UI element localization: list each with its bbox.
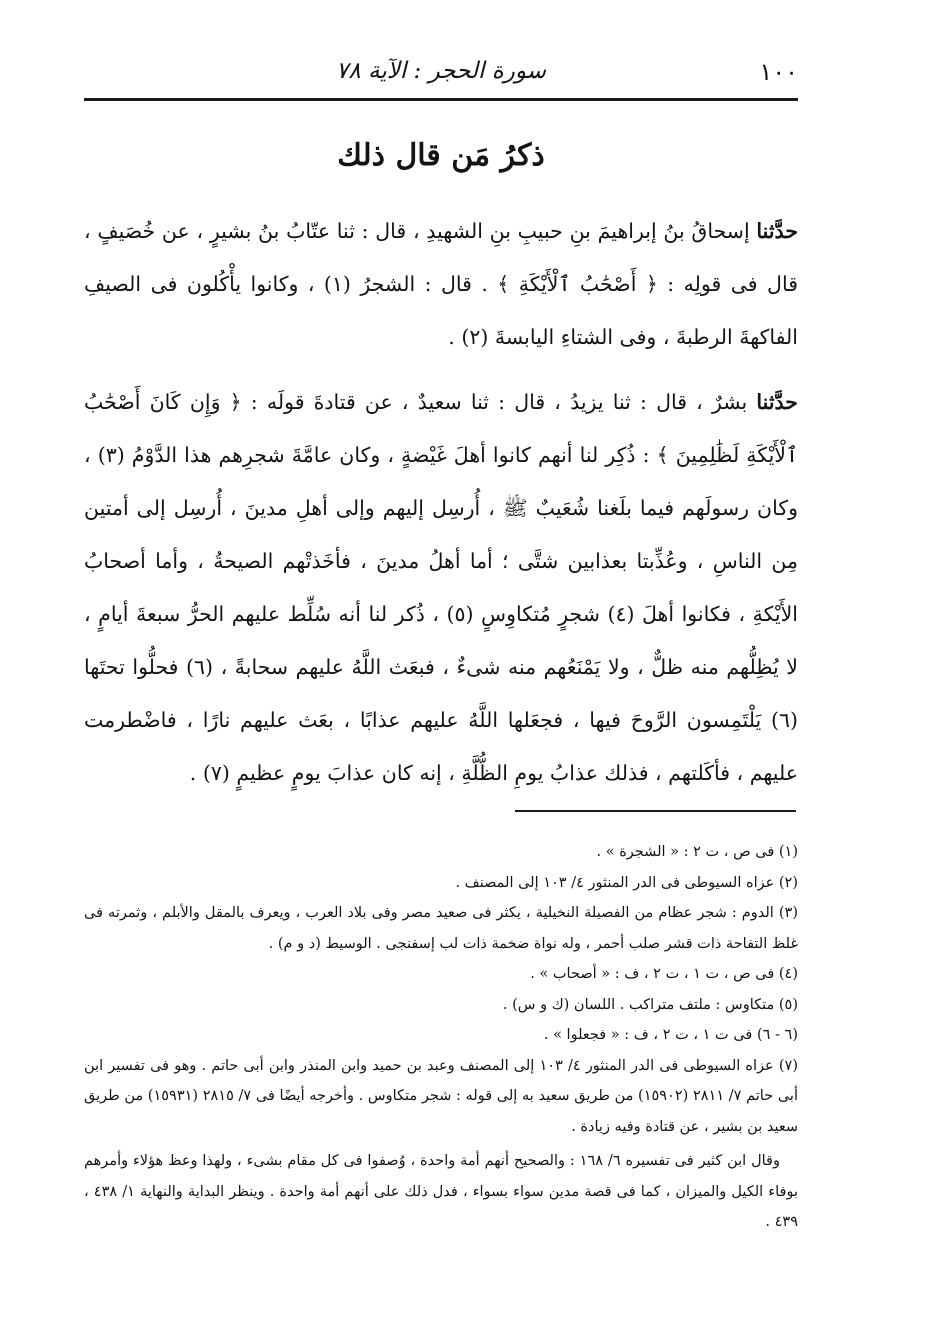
section-heading: ذكرُ مَن قال ذلك	[337, 138, 545, 173]
paragraph-text: بشرٌ ، قال : ثنا يزيدُ ، قال : ثنا سعيدٌ ، عن قتادةَ قولَه : ﴿ وَإِن كَانَ أَصْحَٰبُ ٱلْأَيْكَةِ لَظَٰلِمِينَ ﴾ : ذُكِر لنا أنهم كانوا أهلَ غَيْضةٍ ، وكان عامَّةَ شجرِهم هذا الدَّوْمُ (٣) ، وكان رسولَهم فيما بلَغنا شُعَيبٌ ﷺ ، أُرسِل إليهم وإلى أهلِ مدينَ ، أُرسِل إلى أمتين مِن الناسِ ، وعُذِّبتا بعذابين شتَّى ؛ أما أهلُ مدينَ ، فأخَذتْهم الصيحةُ ، وأما أصحابُ الأَيْكةِ ، فكانوا أهلَ (٤) شجرٍ مُتكاوِسٍ (٥) ، ذُكر لنا أنه سُلِّط عليهم الحرُّ سبعةَ أيامٍ ، لا يُظِلُّهم منه ظلٌّ ، ولا يَمْنَعُهم منه شىءٌ ، فبعَث اللَّهُ عليهم سحابةً ، (٦) فحلُّوا تحتَها (٦) يَلْتَمِسون الرَّوحَ فيها ، فجعَلها اللَّهُ عليهم عذابًا ، بعَث عليهم نارًا ، فاضْطرمت عليهم ، فأكَلتهم ، فذلك عذابُ يومِ الظُّلَّةِ ، إنه كان عذابَ يومٍ عظيمٍ (٧) .	[84, 390, 798, 785]
footnote: (٥) متكاوس : ملتف متراكب . اللسان (ك و س) .	[502, 996, 798, 1013]
header-rule	[84, 98, 798, 101]
running-title: سورة الحجر : الآية ٧٨	[335, 58, 547, 84]
main-text	[84, 205, 798, 812]
footnote: (٢) عزاه السيوطى فى الدر المنثور ٤/ ١٠٣ إلى المصنف .	[455, 874, 798, 891]
footnote-separator	[515, 810, 796, 812]
footnote: (٤) فى ص ، ت ١ ، ت ٢ ، ف : « أصحاب » .	[530, 966, 798, 982]
hadith-paragraph	[84, 205, 798, 364]
footnote: (٦ - ٦) فى ت ١ ، ت ٢ ، ف : « فجعلوا » .	[543, 1027, 798, 1043]
footnote: (٧) عزاه السيوطى فى الدر المنثور ٤/ ١٠٣ إلى المصنف وعبد بن حميد وابن المنذر وابن أبى حاتم . وهو فى تفسير ابن أبى حاتم ٧/ ٢٨١١ (١٥٩٠٢) من طريق سعيد به إلى قوله : شجر متكاوس . وأخرجه أيضًا فى ٧/ ٢٨١٥ (١٥٩٣١) من طريق سعيد بن بشير ، عن قتادة وفيه زيادة .	[84, 1057, 798, 1135]
paragraph-lead: حدَّثنا	[756, 390, 798, 414]
page-number: ١٠٠	[759, 58, 798, 86]
page-header	[84, 52, 798, 96]
footnote-continuation: وقال ابن كثير فى تفسيره ٦/ ١٦٨ : والصحيح أنهم أمة واحدة ، وُصفوا فى كل مقام بشىء ، ولهذا وعظ هؤلاء وأمرهم بوفاء الكيل والميزان ، كما فى قصة مدين سواء بسواء ، فدل ذلك على أنهم أمة واحدة . وينظر البداية والنهاية ١/ ٤٣٨ ، ٤٣٩ .	[84, 1153, 799, 1230]
paragraph-text: إسحاقُ بنُ إبراهيمَ بنِ حبيبِ بنِ الشهيدِ ، قال : ثنا عتّابُ بنُ بشيرٍ ، عن خُصَيفٍ ، قال فى قولِه : ﴿ أَصْحَٰبُ ٱلْأَيْكَةِ ﴾ . قال : الشجرُ (١) ، وكانوا يأْكُلون فى الصيفِ الفاكهةَ الرطبةَ ، وفى الشتاءِ اليابسةَ (٢) .	[84, 219, 798, 349]
footnote: (١) فى ص ، ت ٢ : « الشجرة » .	[596, 844, 798, 860]
paragraph-lead: حدَّثنا	[756, 219, 798, 243]
footnote: (٣) الدوم : شجر عظام من الفصيلة النخيلية ، يكثر فى صعيد مصر وفى بلاد العرب ، ويعرف بالمقل والأبلم ، وثمرته فى غلظ التفاحة ذات قشر صلب أحمر ، وله نواة ضخمة ذات لب إسفنجى . الوسيط (د و م) .	[84, 905, 798, 952]
hadith-paragraph	[84, 376, 798, 800]
footnotes	[84, 837, 798, 1238]
